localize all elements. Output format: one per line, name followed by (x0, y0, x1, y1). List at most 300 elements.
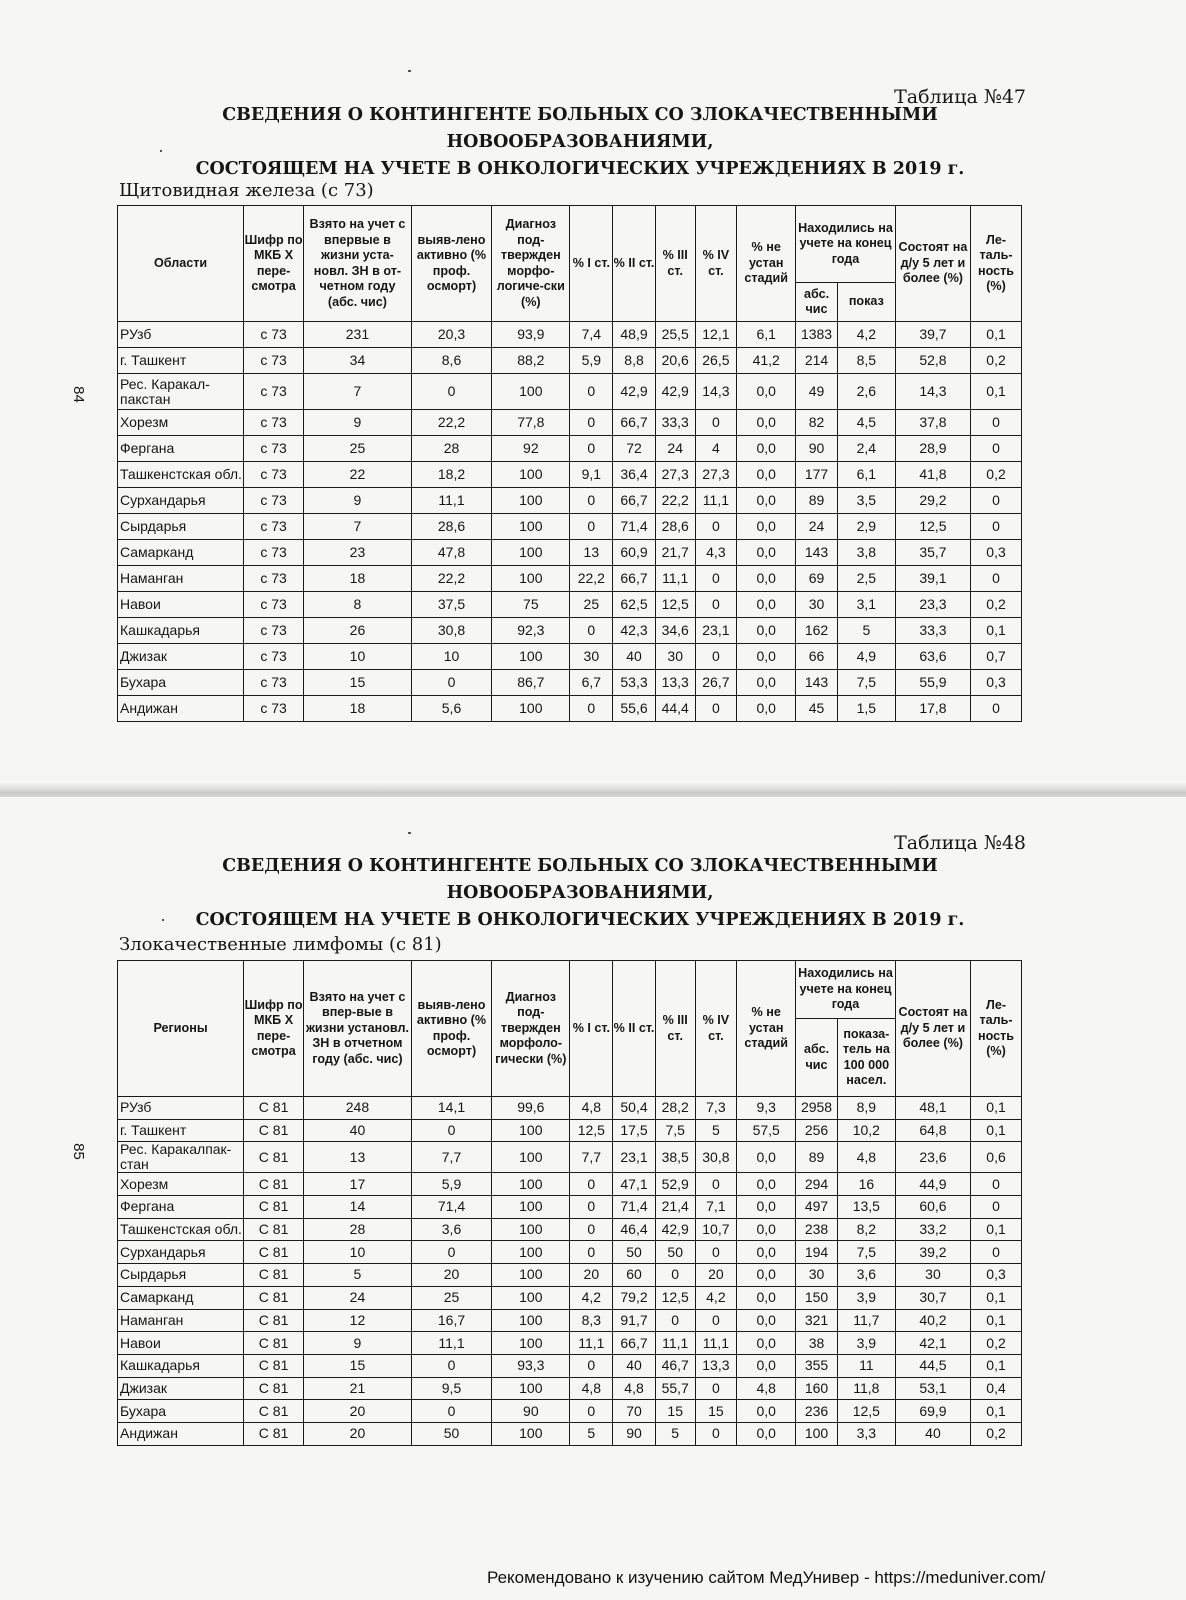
five-years-cell: 63,6 (895, 644, 970, 670)
stage-3-cell: 15 (655, 1400, 695, 1423)
code-cell: С 81 (244, 1196, 304, 1219)
stage-1-cell: 7,4 (570, 322, 613, 348)
stage-2-cell: 62,5 (613, 592, 656, 618)
lethality-cell: 0,1 (971, 1097, 1022, 1120)
region-cell: Сырдарья (118, 514, 244, 540)
region-cell: Бухара (118, 670, 244, 696)
abs-cell: 82 (796, 410, 838, 436)
stage-4-cell: 14,3 (695, 374, 737, 410)
detected-cell: 0 (411, 1354, 491, 1377)
confirmed-cell: 86,7 (492, 670, 570, 696)
abs-cell: 66 (796, 644, 838, 670)
abs-cell: 497 (796, 1196, 838, 1219)
unknown-stage-cell: 0,0 (737, 374, 796, 410)
abs-cell: 1383 (796, 322, 838, 348)
five-years-cell: 55,9 (895, 670, 970, 696)
stage-1-cell: 13 (570, 540, 613, 566)
stage-4-cell: 0 (695, 644, 737, 670)
header-registered: Находились на учете на конец года (796, 961, 896, 1019)
confirmed-cell: 99,6 (492, 1097, 570, 1120)
stage-1-cell: 5,9 (570, 348, 613, 374)
stage-2-cell: 66,7 (613, 1332, 656, 1355)
stage-3-cell: 52,9 (655, 1173, 695, 1196)
detected-cell: 0 (411, 1400, 491, 1423)
detected-cell: 3,6 (411, 1218, 491, 1241)
taken-cell: 12 (304, 1309, 412, 1332)
rate-cell: 2,4 (837, 436, 895, 462)
stage-3-cell: 42,9 (655, 1218, 695, 1241)
taken-cell: 5 (304, 1264, 412, 1287)
stage-2-cell: 90 (613, 1422, 656, 1445)
rate-cell: 3,9 (837, 1286, 895, 1309)
table-48 (117, 960, 1022, 1446)
code-cell: С 81 (244, 1309, 304, 1332)
detected-cell: 37,5 (411, 592, 491, 618)
abs-cell: 160 (796, 1377, 838, 1400)
table-row (118, 644, 1022, 670)
stage-4-cell: 15 (695, 1400, 737, 1423)
stage-3-cell: 30 (655, 644, 695, 670)
abs-cell: 150 (796, 1286, 838, 1309)
detected-cell: 71,4 (411, 1196, 491, 1219)
header-region: Регионы (118, 961, 244, 1097)
rate-cell: 7,5 (837, 1241, 895, 1264)
detected-cell: 5,6 (411, 696, 491, 722)
code-cell: с 73 (244, 374, 304, 410)
stage-4-cell: 7,3 (695, 1097, 737, 1120)
stage-2-cell: 60,9 (613, 540, 656, 566)
detected-cell: 18,2 (411, 462, 491, 488)
detected-cell: 7,7 (411, 1142, 491, 1173)
stage-2-cell: 70 (613, 1400, 656, 1423)
confirmed-cell: 100 (492, 462, 570, 488)
unknown-stage-cell: 0,0 (737, 618, 796, 644)
taken-cell: 13 (304, 1142, 412, 1173)
stage-4-cell: 5 (695, 1119, 737, 1142)
region-cell: Ташкенстская обл. (118, 462, 244, 488)
confirmed-cell: 90 (492, 1400, 570, 1423)
five-years-cell: 33,2 (895, 1218, 970, 1241)
detected-cell: 20 (411, 1264, 491, 1287)
code-cell: с 73 (244, 618, 304, 644)
lethality-cell: 0,2 (971, 592, 1022, 618)
region-cell: Сурхандарья (118, 1241, 244, 1264)
taken-cell: 21 (304, 1377, 412, 1400)
five-years-cell: 41,8 (895, 462, 970, 488)
stage-3-cell: 11,1 (655, 566, 695, 592)
taken-cell: 10 (304, 644, 412, 670)
abs-cell: 69 (796, 566, 838, 592)
detected-cell: 20,3 (411, 322, 491, 348)
header-abs: абс. чис (796, 283, 838, 322)
stage-2-cell: 40 (613, 1354, 656, 1377)
stage-1-cell: 8,3 (570, 1309, 613, 1332)
unknown-stage-cell: 0,0 (737, 592, 796, 618)
header-confirmed: Диагноз под-твержден морфоло-гически (%) (492, 961, 570, 1097)
taken-cell: 18 (304, 566, 412, 592)
footer-link[interactable]: Рекомендовано к изучению сайтом МедУнивер - https://meduniver.com/ (487, 1568, 1046, 1587)
code-cell: с 73 (244, 592, 304, 618)
confirmed-cell: 100 (492, 1422, 570, 1445)
table-row (118, 1119, 1022, 1142)
stage-1-cell: 0 (570, 410, 613, 436)
lethality-cell: 0,7 (971, 644, 1022, 670)
lethality-cell: 0 (971, 410, 1022, 436)
taken-cell: 15 (304, 670, 412, 696)
table-row (118, 1377, 1022, 1400)
stage-4-cell: 26,5 (695, 348, 737, 374)
code-cell: С 81 (244, 1377, 304, 1400)
lethality-cell: 0,1 (971, 1119, 1022, 1142)
code-cell: С 81 (244, 1119, 304, 1142)
table-row (118, 1309, 1022, 1332)
confirmed-cell: 92,3 (492, 618, 570, 644)
region-cell: Самарканд (118, 1286, 244, 1309)
region-cell: Ташкенстская обл. (118, 1218, 244, 1241)
table-row (118, 1332, 1022, 1355)
stage-1-cell: 0 (570, 488, 613, 514)
stage-2-cell: 91,7 (613, 1309, 656, 1332)
confirmed-cell: 100 (492, 1173, 570, 1196)
table-row (118, 566, 1022, 592)
confirmed-cell: 100 (492, 566, 570, 592)
detected-cell: 5,9 (411, 1173, 491, 1196)
lethality-cell: 0,1 (971, 322, 1022, 348)
stage-3-cell: 12,5 (655, 592, 695, 618)
stage-1-cell: 7,7 (570, 1142, 613, 1173)
five-years-cell: 14,3 (895, 374, 970, 410)
lethality-cell: 0,1 (971, 618, 1022, 644)
lethality-cell: 0 (971, 1241, 1022, 1264)
detected-cell: 10 (411, 644, 491, 670)
stage-3-cell: 42,9 (655, 374, 695, 410)
stage-2-cell: 42,9 (613, 374, 656, 410)
table-row (118, 1241, 1022, 1264)
rate-cell: 3,9 (837, 1332, 895, 1355)
stage-2-cell: 66,7 (613, 566, 656, 592)
code-cell: С 81 (244, 1218, 304, 1241)
code-cell: С 81 (244, 1422, 304, 1445)
rate-cell: 2,9 (837, 514, 895, 540)
table-row (118, 488, 1022, 514)
confirmed-cell: 88,2 (492, 348, 570, 374)
table-47 (117, 205, 1022, 722)
title-line-1: СВЕДЕНИЯ О КОНТИНГЕНТЕ БОЛЬНЫХ СО ЗЛОКАЧЕСТВЕННЫМИ НОВООБРАЗОВАНИЯМИ, (222, 105, 938, 152)
code-cell: С 81 (244, 1264, 304, 1287)
region-cell: Навои (118, 1332, 244, 1355)
five-years-cell: 39,7 (895, 322, 970, 348)
lethality-cell: 0 (971, 488, 1022, 514)
code-cell: с 73 (244, 644, 304, 670)
abs-cell: 236 (796, 1400, 838, 1423)
stage-4-cell: 0 (695, 410, 737, 436)
stage-1-cell: 0 (570, 618, 613, 644)
confirmed-cell: 100 (492, 1119, 570, 1142)
table-row (118, 1218, 1022, 1241)
five-years-cell: 23,6 (895, 1142, 970, 1173)
stage-4-cell: 30,8 (695, 1142, 737, 1173)
detected-cell: 22,2 (411, 410, 491, 436)
table-row (118, 410, 1022, 436)
taken-cell: 7 (304, 374, 412, 410)
region-cell: Рес. Каракал-пакстан (118, 374, 244, 410)
stage-2-cell: 66,7 (613, 488, 656, 514)
rate-cell: 8,9 (837, 1097, 895, 1120)
stage-3-cell: 28,2 (655, 1097, 695, 1120)
code-cell: с 73 (244, 514, 304, 540)
region-cell: Кашкадарья (118, 618, 244, 644)
unknown-stage-cell: 0,0 (737, 670, 796, 696)
table-48-subtitle: Злокачественные лимфомы (с 81) (119, 934, 442, 955)
stage-1-cell: 0 (570, 514, 613, 540)
stage-4-cell: 23,1 (695, 618, 737, 644)
code-cell: С 81 (244, 1097, 304, 1120)
abs-cell: 30 (796, 592, 838, 618)
taken-cell: 15 (304, 1354, 412, 1377)
detected-cell: 0 (411, 374, 491, 410)
stage-4-cell: 26,7 (695, 670, 737, 696)
code-cell: С 81 (244, 1173, 304, 1196)
lethality-cell: 0,2 (971, 348, 1022, 374)
lethality-cell: 0,6 (971, 1142, 1022, 1173)
code-cell: с 73 (244, 462, 304, 488)
region-cell: Андижан (118, 1422, 244, 1445)
stage-4-cell: 0 (695, 696, 737, 722)
table-48-number: Таблица №48 (894, 832, 1026, 854)
detected-cell: 11,1 (411, 488, 491, 514)
taken-cell: 22 (304, 462, 412, 488)
stage-3-cell: 12,5 (655, 1286, 695, 1309)
code-cell: С 81 (244, 1142, 304, 1173)
rate-cell: 12,5 (837, 1400, 895, 1423)
abs-cell: 355 (796, 1354, 838, 1377)
five-years-cell: 28,9 (895, 436, 970, 462)
rate-cell: 4,9 (837, 644, 895, 670)
page-84 (0, 0, 1186, 790)
taken-cell: 34 (304, 348, 412, 374)
rate-cell: 3,1 (837, 592, 895, 618)
detected-cell: 28 (411, 436, 491, 462)
confirmed-cell: 100 (492, 1218, 570, 1241)
unknown-stage-cell: 41,2 (737, 348, 796, 374)
rate-cell: 3,5 (837, 488, 895, 514)
taken-cell: 20 (304, 1422, 412, 1445)
unknown-stage-cell: 0,0 (737, 1218, 796, 1241)
abs-cell: 256 (796, 1119, 838, 1142)
stage-1-cell: 0 (570, 436, 613, 462)
lethality-cell: 0,1 (971, 1400, 1022, 1423)
rate-cell: 11,7 (837, 1309, 895, 1332)
table-row (118, 1142, 1022, 1173)
five-years-cell: 33,3 (895, 618, 970, 644)
table-row (118, 374, 1022, 410)
table-row (118, 322, 1022, 348)
rate-cell: 10,2 (837, 1119, 895, 1142)
code-cell: С 81 (244, 1241, 304, 1264)
five-years-cell: 53,1 (895, 1377, 970, 1400)
unknown-stage-cell: 0,0 (737, 1400, 796, 1423)
region-cell: Навои (118, 592, 244, 618)
lethality-cell: 0,3 (971, 670, 1022, 696)
code-cell: с 73 (244, 436, 304, 462)
abs-cell: 143 (796, 670, 838, 696)
taken-cell: 248 (304, 1097, 412, 1120)
taken-cell: 9 (304, 410, 412, 436)
stage-4-cell: 0 (695, 1422, 737, 1445)
region-cell: Сурхандарья (118, 488, 244, 514)
taken-cell: 10 (304, 1241, 412, 1264)
stage-2-cell: 4,8 (613, 1377, 656, 1400)
header-stage-1: % I ст. (570, 961, 613, 1097)
table-row (118, 592, 1022, 618)
unknown-stage-cell: 0,0 (737, 644, 796, 670)
rate-cell: 4,2 (837, 322, 895, 348)
five-years-cell: 48,1 (895, 1097, 970, 1120)
stage-1-cell: 0 (570, 1354, 613, 1377)
detected-cell: 0 (411, 1241, 491, 1264)
stage-1-cell: 0 (570, 1400, 613, 1423)
rate-cell: 11 (837, 1354, 895, 1377)
region-cell: Хорезм (118, 410, 244, 436)
stage-3-cell: 22,2 (655, 488, 695, 514)
page-number: 84 (69, 386, 87, 403)
confirmed-cell: 100 (492, 1377, 570, 1400)
header-code: Шифр по МКБ Х пере-смотра (244, 961, 304, 1097)
abs-cell: 38 (796, 1332, 838, 1355)
abs-cell: 24 (796, 514, 838, 540)
stage-1-cell: 0 (570, 1241, 613, 1264)
unknown-stage-cell: 0,0 (737, 566, 796, 592)
region-cell: г. Ташкент (118, 1119, 244, 1142)
code-cell: с 73 (244, 322, 304, 348)
header-unknown-stage: % не устан стадий (737, 206, 796, 322)
lethality-cell: 0,2 (971, 1422, 1022, 1445)
stage-3-cell: 13,3 (655, 670, 695, 696)
header-stage-3: % III ст. (655, 961, 695, 1097)
header-detected: выяв-лено активно (% проф. осморт) (411, 206, 491, 322)
detected-cell: 11,1 (411, 1332, 491, 1355)
stage-3-cell: 24 (655, 436, 695, 462)
rate-cell: 5 (837, 618, 895, 644)
rate-cell: 4,5 (837, 410, 895, 436)
stage-4-cell: 11,1 (695, 488, 737, 514)
rate-cell: 3,8 (837, 540, 895, 566)
abs-cell: 100 (796, 1422, 838, 1445)
five-years-cell: 44,5 (895, 1354, 970, 1377)
confirmed-cell: 100 (492, 540, 570, 566)
taken-cell: 17 (304, 1173, 412, 1196)
region-cell: Бухара (118, 1400, 244, 1423)
header-rate: показа-тель на 100 000 насел. (837, 1019, 895, 1097)
rate-cell: 2,5 (837, 566, 895, 592)
five-years-cell: 17,8 (895, 696, 970, 722)
stage-2-cell: 36,4 (613, 462, 656, 488)
table-48-title (95, 853, 1065, 934)
code-cell: с 73 (244, 410, 304, 436)
stage-3-cell: 21,4 (655, 1196, 695, 1219)
confirmed-cell: 100 (492, 374, 570, 410)
header-stage-2: % II ст. (613, 961, 656, 1097)
stage-3-cell: 21,7 (655, 540, 695, 566)
stage-4-cell: 4,2 (695, 1286, 737, 1309)
abs-cell: 49 (796, 374, 838, 410)
header-stage-4: % IV ст. (695, 961, 737, 1097)
stage-4-cell: 0 (695, 1309, 737, 1332)
stage-4-cell: 4,3 (695, 540, 737, 566)
table-row (118, 618, 1022, 644)
unknown-stage-cell: 0,0 (737, 462, 796, 488)
table-row (118, 436, 1022, 462)
header-taken: Взято на учет с впервые в жизни уста-новл. ЗН в от-четном году (абс. чис) (304, 206, 412, 322)
scan-speck (408, 832, 411, 834)
stage-3-cell: 20,6 (655, 348, 695, 374)
unknown-stage-cell: 0,0 (737, 1173, 796, 1196)
stage-2-cell: 40 (613, 644, 656, 670)
table-47-title (95, 102, 1065, 183)
stage-4-cell: 10,7 (695, 1218, 737, 1241)
stage-3-cell: 38,5 (655, 1142, 695, 1173)
table-48-body (118, 1097, 1022, 1446)
five-years-cell: 30,7 (895, 1286, 970, 1309)
taken-cell: 23 (304, 540, 412, 566)
region-cell: Фергана (118, 436, 244, 462)
five-years-cell: 39,1 (895, 566, 970, 592)
taken-cell: 9 (304, 1332, 412, 1355)
abs-cell: 162 (796, 618, 838, 644)
confirmed-cell: 100 (492, 1241, 570, 1264)
detected-cell: 14,1 (411, 1097, 491, 1120)
abs-cell: 89 (796, 1142, 838, 1173)
abs-cell: 177 (796, 462, 838, 488)
unknown-stage-cell: 0,0 (737, 1422, 796, 1445)
stage-4-cell: 12,1 (695, 322, 737, 348)
taken-cell: 18 (304, 696, 412, 722)
five-years-cell: 40,2 (895, 1309, 970, 1332)
code-cell: с 73 (244, 488, 304, 514)
lethality-cell: 0,3 (971, 540, 1022, 566)
detected-cell: 8,6 (411, 348, 491, 374)
confirmed-cell: 100 (492, 1309, 570, 1332)
confirmed-cell: 100 (492, 1286, 570, 1309)
lethality-cell: 0,1 (971, 1354, 1022, 1377)
unknown-stage-cell: 0,0 (737, 696, 796, 722)
five-years-cell: 69,9 (895, 1400, 970, 1423)
code-cell: с 73 (244, 540, 304, 566)
abs-cell: 321 (796, 1309, 838, 1332)
stage-3-cell: 27,3 (655, 462, 695, 488)
stage-2-cell: 71,4 (613, 1196, 656, 1219)
stage-2-cell: 66,7 (613, 410, 656, 436)
confirmed-cell: 100 (492, 1142, 570, 1173)
table-row (118, 1097, 1022, 1120)
stage-1-cell: 6,7 (570, 670, 613, 696)
lethality-cell: 0 (971, 436, 1022, 462)
detected-cell: 0 (411, 670, 491, 696)
page-85 (0, 797, 1186, 1600)
rate-cell: 7,5 (837, 670, 895, 696)
confirmed-cell: 100 (492, 1332, 570, 1355)
confirmed-cell: 100 (492, 1196, 570, 1219)
stage-4-cell: 0 (695, 1173, 737, 1196)
detected-cell: 28,6 (411, 514, 491, 540)
abs-cell: 2958 (796, 1097, 838, 1120)
stage-1-cell: 12,5 (570, 1119, 613, 1142)
table-row (118, 1196, 1022, 1219)
region-cell: Сырдарья (118, 1264, 244, 1287)
header-unknown-stage: % не устан стадий (737, 961, 796, 1097)
rate-cell: 11,8 (837, 1377, 895, 1400)
unknown-stage-cell: 9,3 (737, 1097, 796, 1120)
